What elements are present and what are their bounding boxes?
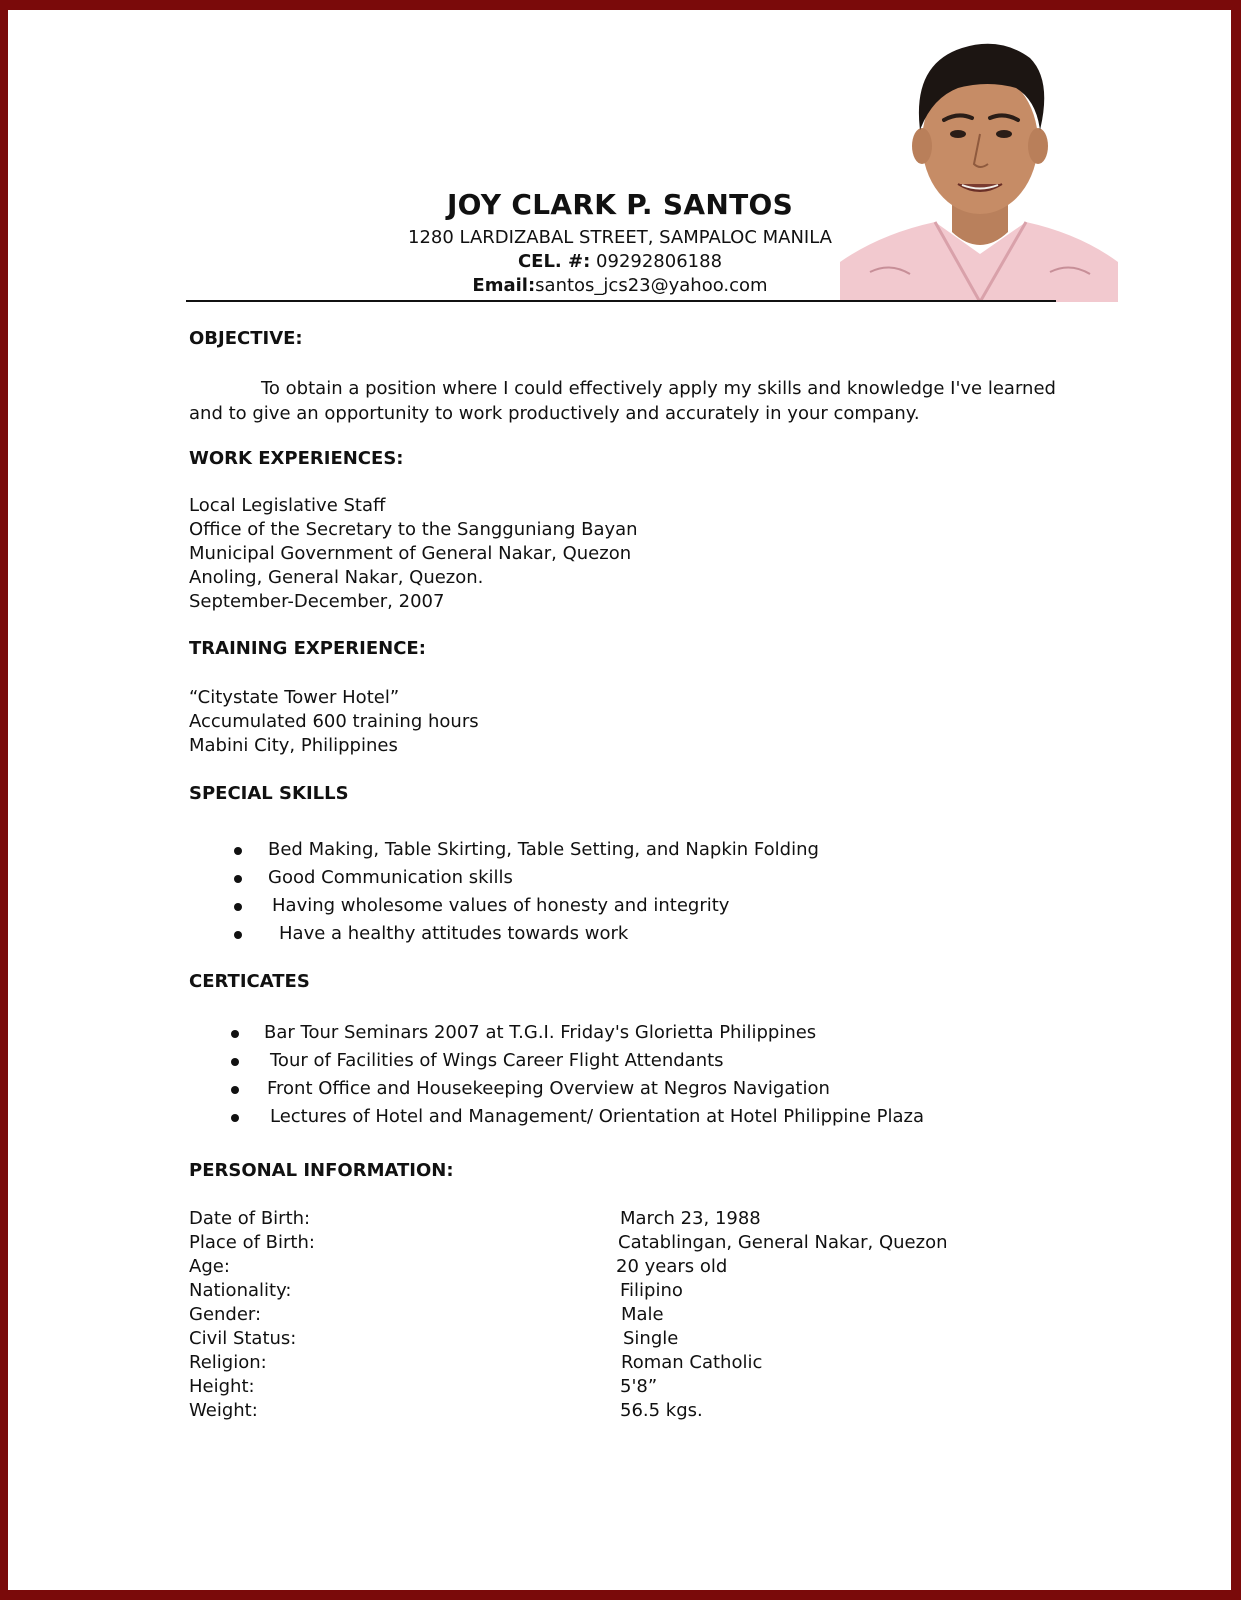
training-line: Mabini City, Philippines [189,735,398,756]
personal-value: Male [621,1304,664,1325]
bullet-icon [231,1030,239,1038]
phone-number: 09292806188 [590,251,723,272]
certificate-item: Front Office and Housekeeping Overview at Negros Navigation [267,1078,830,1099]
training-heading: TRAINING EXPERIENCE: [189,638,426,659]
phone-label: CEL. #: [517,251,591,272]
email-line [300,275,940,296]
work-line: Municipal Government of General Nakar, Quezon [189,543,632,564]
skill-item: Have a healthy attitudes towards work [279,923,629,944]
personal-value: Catablingan, General Nakar, Quezon [618,1232,948,1253]
personal-label: Civil Status: [189,1328,297,1349]
work-line: Office of the Secretary to the Sangguniang Bayan [189,519,638,540]
objective-text: To obtain a position where I could effectively apply my skills and knowledge I've learned and to give an opportunity to work productively and accurately in your company. [189,378,1056,424]
personal-label: Age: [189,1256,230,1277]
work-line: Anoling, General Nakar, Quezon. [189,567,484,588]
work-heading: WORK EXPERIENCES: [189,448,404,469]
work-line: September-December, 2007 [189,591,445,612]
personal-value: 5'8” [620,1376,658,1397]
personal-label: Weight: [189,1400,258,1421]
email-address: santos_jcs23@yahoo.com [535,275,768,296]
personal-value: Roman Catholic [621,1352,763,1373]
phone-line [300,251,940,272]
personal-value: Filipino [620,1280,683,1301]
bullet-icon [231,1086,239,1094]
training-line: Accumulated 600 training hours [189,711,479,732]
bullet-icon [234,931,242,939]
bullet-icon [231,1114,239,1122]
personal-label: Place of Birth: [189,1232,315,1253]
bullet-icon [231,1058,239,1066]
skill-item: Having wholesome values of honesty and integrity [272,895,730,916]
personal-heading: PERSONAL INFORMATION: [189,1160,454,1181]
bullet-icon [234,875,242,883]
email-label: Email: [472,275,536,296]
personal-value: Single [623,1328,679,1349]
address: 1280 LARDIZABAL STREET, SAMPALOC MANILA [408,227,832,248]
personal-value: 20 years old [616,1256,728,1277]
bullet-icon [234,847,242,855]
certificates-heading: CERTICATES [189,971,310,992]
personal-label: Date of Birth: [189,1208,311,1229]
certificate-item: Tour of Facilities of Wings Career Flight Attendants [270,1050,724,1071]
personal-value: March 23, 1988 [620,1208,761,1229]
personal-label: Religion: [189,1352,267,1373]
training-line: “Citystate Tower Hotel” [189,687,400,708]
certificate-item: Lectures of Hotel and Management/ Orientation at Hotel Philippine Plaza [270,1106,924,1127]
skill-item: Good Communication skills [268,867,513,888]
personal-label: Height: [189,1376,255,1397]
objective-heading: OBJECTIVE: [189,328,303,349]
work-line: Local Legislative Staff [189,495,386,516]
personal-value: 56.5 kgs. [620,1400,703,1421]
skill-item: Bed Making, Table Skirting, Table Setting, and Napkin Folding [268,839,819,860]
certificate-item: Bar Tour Seminars 2007 at T.G.I. Friday's Glorietta Philippines [264,1022,817,1043]
candidate-name: JOY CLARK P. SANTOS [446,188,794,221]
personal-label: Gender: [189,1304,262,1325]
header-divider [186,300,1056,302]
bullet-icon [234,903,242,911]
skills-heading: SPECIAL SKILLS [189,783,349,804]
personal-label: Nationality: [189,1280,292,1301]
